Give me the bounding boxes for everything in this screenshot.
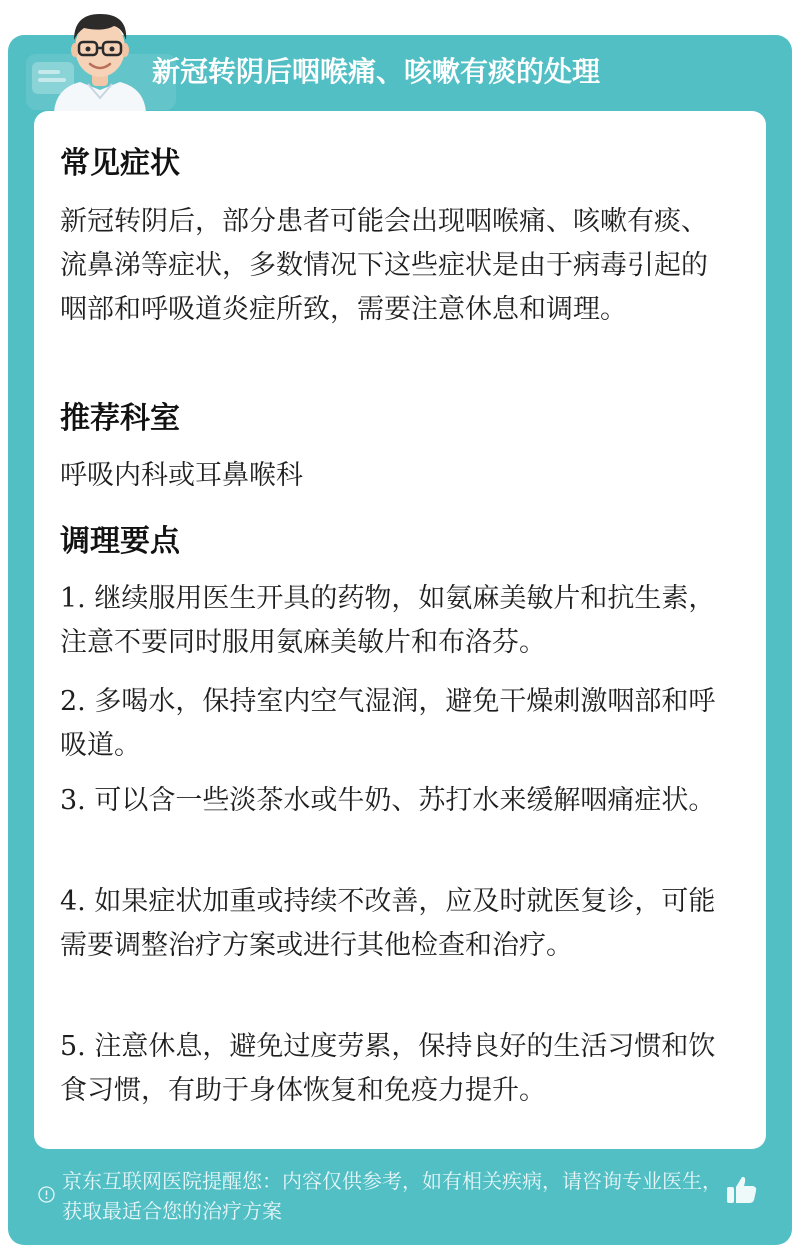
list-item-number: 2. — [60, 686, 86, 717]
section-title-symptoms: 常见症状 — [60, 146, 180, 181]
list-item — [60, 880, 724, 968]
list-item-text: 可以含一些淡茶水或牛奶、苏打水来缓解咽痛症状。 — [94, 785, 716, 816]
list-item-text: 继续服用医生开具的药物，如氨麻美敏片和抗生素，注意不要同时服用氨麻美敏片和布洛芬。 — [60, 583, 716, 658]
section-title-department: 推荐科室 — [60, 401, 180, 436]
list-item-number: 1. — [60, 583, 86, 614]
symptoms-text: 新冠转阴后，部分患者可能会出现咽喉痛、咳嗽有痰、流鼻涕等症状，多数情况下这些症状是由于病毒引起的咽部和呼吸道炎症所致，需要注意休息和调理。 — [60, 206, 708, 325]
list-item-number: 4. — [60, 886, 86, 917]
list-item-text: 如果症状加重或持续不改善，应及时就医复诊，可能需要调整治疗方案或进行其他检查和治疗。 — [60, 886, 716, 961]
list-item-number: 5. — [60, 1031, 86, 1062]
thumbs-up-icon[interactable] — [724, 1172, 760, 1208]
department-text: 呼吸内科或耳鼻喉科 — [60, 460, 303, 491]
info-icon — [38, 1186, 55, 1203]
list-item — [60, 577, 724, 665]
list-item-text: 多喝水，保持室内空气湿润，避免干燥刺激咽部和呼吸道。 — [60, 686, 716, 761]
list-item-text: 注意休息，避免过度劳累，保持良好的生活习惯和饮食习惯，有助于身体恢复和免疫力提升。 — [60, 1031, 716, 1106]
section-title-care: 调理要点 — [60, 524, 180, 559]
list-item — [60, 1025, 724, 1113]
list-item — [60, 680, 724, 768]
list-item-number: 3. — [60, 785, 86, 816]
doctor-avatar — [40, 6, 160, 112]
list-item — [60, 779, 724, 823]
page-title: 新冠转阴后咽喉痛、咳嗽有痰的处理 — [152, 55, 601, 88]
disclaimer-text: 京东互联网医院提醒您：内容仅供参考，如有相关疾病，请咨询专业医生，获取最适合您的治疗方案 — [62, 1169, 722, 1223]
